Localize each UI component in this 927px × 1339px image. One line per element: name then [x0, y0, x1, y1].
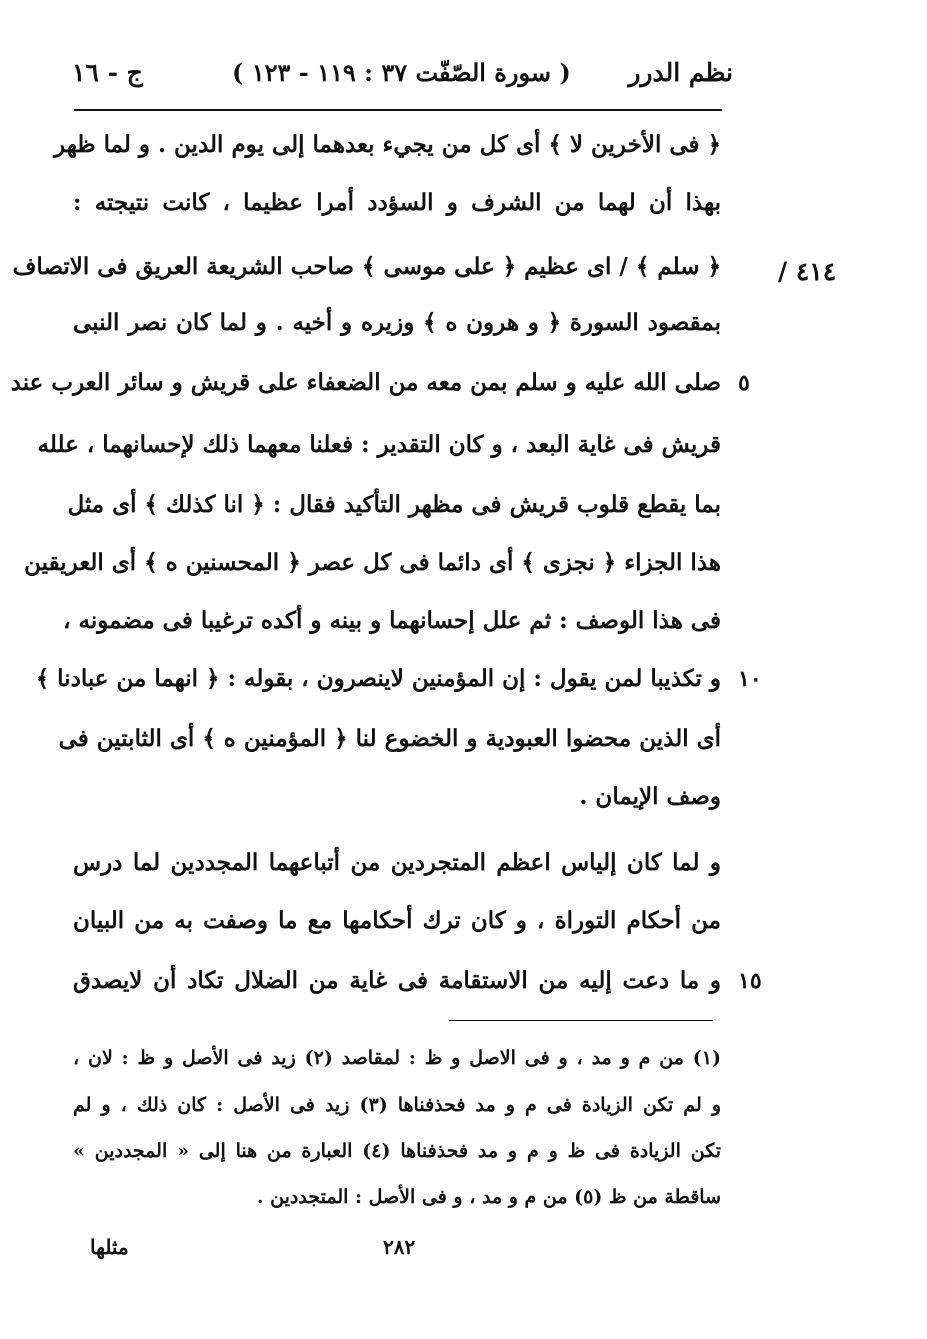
margin-page-reference: ٤١٤ /: [778, 257, 837, 286]
header-book-title: نظم الدرر: [628, 58, 733, 87]
text-line: بما يقطع قلوب قريش فى مظهر التأكيد فقال : ﴿ انا كذلك ﴾ أى مثل: [67, 491, 721, 518]
header-volume: ج - ١٦: [72, 58, 143, 87]
text-line: بهذا أن لهما من الشرف و السؤدد أمرا عظيما ، كانت نتيجته :: [73, 189, 721, 216]
header-rule: [74, 109, 722, 111]
footnote-rule: [449, 1020, 713, 1021]
footnote-line: و لم تكن الزيادة فى م و مد فحذفناها (٣) زيد فى الأصل : كان ذلك ، و لم: [73, 1094, 721, 1116]
text-line: ﴿ سلم ﴾ / اى عظيم ﴿ على موسى ﴾ صاحب الشريعة العريق فى الاتصاف: [12, 253, 721, 280]
text-line: صلى الله عليه و سلم بمن معه من الضعفاء على قريش و سائر العرب عند: [10, 369, 721, 396]
header-surah-reference: ( سورة الصّفّت ٣٧ : ١١٩ - ١٢٣ ): [232, 58, 571, 87]
line-number: ١٥: [738, 968, 762, 994]
line-number: ١٠: [738, 666, 762, 692]
catchword: مثلها: [90, 1235, 129, 1259]
text-line: ﴿ فى الأخرين لا ﴾ أى كل من يجيء بعدهما إلى يوم الدين . و لما ظهر: [54, 131, 721, 158]
text-line: فى هذا الوصف : ثم علل إحسانهما و بينه و أكده ترغيبا فى مضمونه ،: [63, 607, 721, 634]
text-line: أى الذين محضوا العبودية و الخضوع لنا ﴿ المؤمنين ه ﴾ أى الثابتين فى: [58, 725, 721, 752]
text-line: من أحكام التوراة ، و كان ترك أحكامها مع ما وصفت به من البيان: [73, 907, 721, 934]
text-line: و لما كان إلياس اعظم المتجردين من أتباعهما المجددين لما درس: [73, 849, 721, 876]
text-line: وصف الإيمان .: [579, 783, 721, 810]
line-number: ٥: [738, 370, 750, 396]
text-line: و تكذيبا لمن يقول : إن المؤمنين لاينصرون ، بقوله : ﴿ انهما من عبادنا ﴾: [35, 665, 721, 692]
footnote-line: ساقطة من ظ (٥) من م و مد ، و فى الأصل : المتجددين .: [256, 1186, 721, 1208]
page-number: ٢٨٢: [383, 1235, 416, 1259]
text-line: قريش فى غاية البعد ، و كان التقدير : فعلنا معهما ذلك لإحسانهما ، علله: [37, 431, 721, 458]
text-line: بمقصود السورة ﴿ و هرون ه ﴾ وزيره و أخيه . و لما كان نصر النبى: [73, 309, 721, 336]
footnote-line: (١) من م و مد ، و فى الاصل و ظ : لمقاصد (٢) زيد فى الأصل و ظ : لان ،: [73, 1047, 721, 1069]
text-line: هذا الجزاء ﴿ نجزى ﴾ أى دائما فى كل عصر ﴿ المحسنين ه ﴾ أى العريقين: [24, 549, 721, 576]
text-line: و ما دعت إليه من الاستقامة فى غاية من الضلال تكاد أن لايصدق: [73, 967, 721, 994]
footnote-line: تكن الزيادة فى ظ و م و مد فحذفناها (٤) العبارة من هنا إلى « المجددين »: [73, 1140, 721, 1162]
